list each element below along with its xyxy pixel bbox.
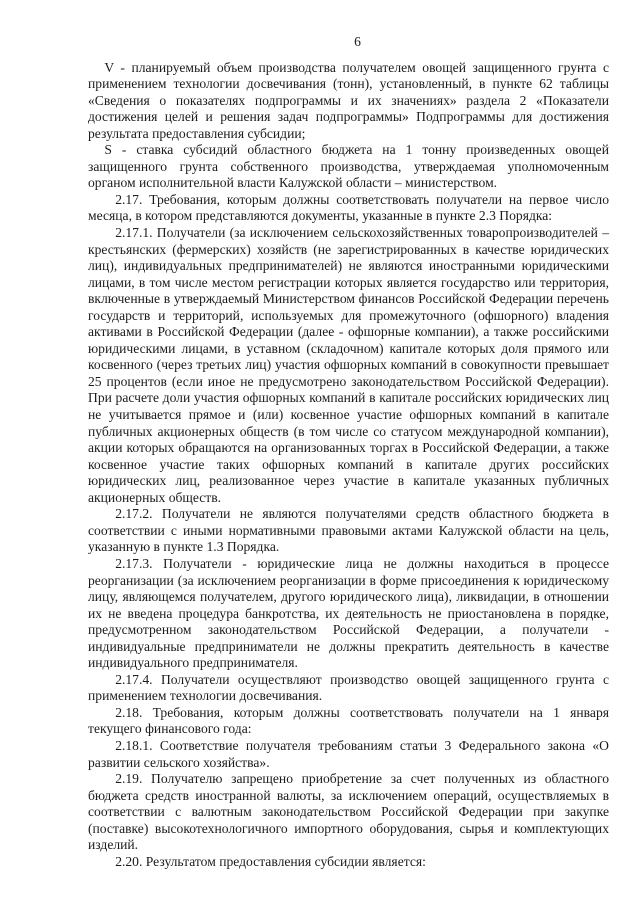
page-number: 6 xyxy=(354,34,361,49)
paragraph-2-20: 2.20. Результатом предоставления субсидии является: xyxy=(115,853,426,869)
paragraph-v-definition: V - планируемый объем производства получателем овощей защищенного грунта с применением технологии досвечивания (тонн), установленный, в пункте 62 таблицы «Сведения о показателях подпрограммы и их значениях» раздела 2 «Показатели достижения целей и решения задач подпрограммы» Подпрограммы для достижения результата предоставления субсидии; xyxy=(88,59,609,141)
paragraph-2-19: 2.19. Получателю запрещено приобретение за счет полученных из областного бюджета средств иностранной валюты, за исключением операций, осуществляемых в соответствии с валютным законодательством Российской Федерации при закупке (поставке) высокотехнологичного импортного оборудования, сырья и комплектующих изделий. xyxy=(88,771,609,853)
paragraph-2-17-2: 2.17.2. Получатели не являются получателями средств областного бюджета в соответствии с иными нормативными правовыми актами Калужской области на цель, указанную в пункте 1.3 Порядка. xyxy=(88,506,609,555)
paragraph-2-17-4: 2.17.4. Получатели осуществляют производство овощей защищенного грунта с применением технологии досвечивания. xyxy=(88,671,609,704)
paragraph-2-18: 2.18. Требования, которым должны соответствовать получатели на 1 января текущего финансового года: xyxy=(88,704,609,737)
paragraph-s-definition: S - ставка субсидий областного бюджета на 1 тонну произведенных овощей защищенного грунта собственного производства, утверждаемая уполномоченным органом исполнительной власти Калужской области – министерством. xyxy=(88,142,609,191)
paragraph-2-17-3: 2.17.3. Получатели - юридические лица не должны находиться в процессе реорганизации (за исключением реорганизации в форме присоединения к юридическому лицу, являющемся получателем, другого юридического лица), ликвидации, в отношении их не введена процедура банкротства, их деятельность не приостановлена в порядке, предусмотренном законодательством Российской Федерации, а получатели - индивидуальные предприниматели не должны прекратить деятельность в качестве индивидуального предпринимателя. xyxy=(88,555,609,671)
paragraph-2-17: 2.17. Требования, которым должны соответствовать получатели на первое число месяца, в котором представляются документы, указанные в пункте 2.3 Порядка: xyxy=(88,191,609,224)
paragraph-2-18-1: 2.18.1. Соответствие получателя требованиям статьи 3 Федерального закона «О развитии сельского хозяйства». xyxy=(88,737,609,770)
paragraph-2-17-1: 2.17.1. Получатели (за исключением сельскохозяйственных товаропроизводителей – крестьянских (фермерских) хозяйств (не зарегистрированных в качестве юридических лиц), индивидуальных предпринимателей) не являются иностранными юридическими лицами, в том числе местом регистрации которых является государство или территория, включенные в утверждаемый Министерством финансов Российской Федерации перечень государств и территорий, используемых для промежуточного (офшорного) владения активами в Российской Федерации (далее - офшорные компании), а также российскими юридическими лицами, в уставном (складочном) капитале которых доля прямого или косвенного (через третьих лиц) участия офшорных компаний в совокупности превышает 25 процентов (если иное не предусмотрено законодательством Российской Федерации). При расчете доли участия офшорных компаний в капитале российских юридических лиц не учитывается прямое и (или) косвенное участие офшорных компаний в капитале публичных акционерных обществ (в том числе со статусом международной компании), акции которых обращаются на организованных торгах в Российской Федерации, а также косвенное участие таких офшорных компаний в капитале других российских юридических лиц, реализованное через участие в капитале указанных публичных акционерных обществ. xyxy=(88,225,609,505)
